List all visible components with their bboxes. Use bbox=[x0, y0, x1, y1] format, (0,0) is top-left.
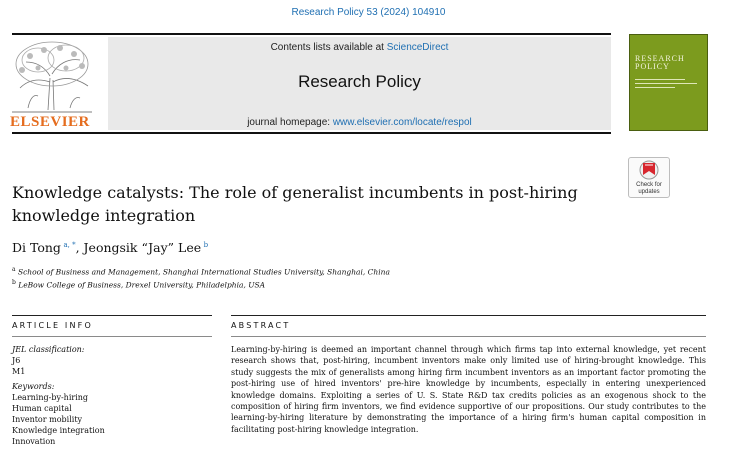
cover-rule bbox=[635, 79, 685, 80]
article-info-heading: ARTICLE INFO bbox=[12, 321, 93, 330]
keyword: Inventor mobility bbox=[12, 415, 83, 424]
author-list: Di Tong $^{a, *}$, Jeongsik “Jay” Lee $^b$ bbox=[12, 240, 209, 255]
crossmark-icon bbox=[629, 158, 669, 182]
cover-title: RESEARCH POLICY bbox=[635, 54, 685, 71]
abstract-heading: ABSTRACT bbox=[231, 321, 291, 330]
author-marks[interactable]: b bbox=[203, 240, 209, 249]
article-info-rule-lower bbox=[12, 336, 212, 337]
journal-homepage: journal homepage: www.elsevier.com/locate/respol bbox=[247, 117, 472, 128]
cover-rule bbox=[635, 87, 675, 88]
badge-label: Check for updates bbox=[636, 182, 662, 195]
homepage-link[interactable]: www.elsevier.com/locate/respol bbox=[332, 117, 472, 128]
article-title: Knowledge catalysts: The role of generalist incumbents in post-hiring knowledge integration bbox=[12, 183, 578, 225]
author-name[interactable]: Di Tong bbox=[12, 240, 61, 255]
journal-cover[interactable] bbox=[629, 34, 708, 131]
author-marks[interactable]: a, * bbox=[63, 240, 76, 249]
keyword: Knowledge integration bbox=[12, 426, 105, 435]
abstract-rule bbox=[231, 315, 706, 316]
header-rule-bottom bbox=[12, 132, 611, 134]
header-rule-top bbox=[12, 33, 611, 35]
check-for-updates-badge[interactable] bbox=[628, 157, 670, 198]
abstract-text: Learning-by-hiring is deemed an important channel through which firms tap into external knowledge, yet recent research shows that, post-hiring, incumbent inventors make only limited use of hiring-brought knowledge. This study suggests the mix of generalists among hiring firm incumbent inventors as an important factor promoting the post-hiring use of hired inventors' pre-hire knowledge by incumbents, especially in entering unexperienced knowledge domains. Exploiting a series of U. S. State R&D tax credits policies as an exogenous shock to the composition of hiring firm inventors, we find evidence supportive of our propositions. Our study contributes to the learning-by-hiring literature by demonstrating the importance of a hiring firm's human capital composition in facilitating post-hiring knowledge integration. bbox=[231, 345, 706, 434]
contents-line: Contents lists available at ScienceDirect bbox=[270, 42, 449, 53]
affiliation: $^a$ School of Business and Management, Shanghai International Studies University, Shanghai, China bbox=[12, 266, 390, 277]
journal-title: Research Policy bbox=[298, 72, 421, 91]
article-info-rule bbox=[12, 315, 212, 316]
jel-code: M1 bbox=[12, 367, 26, 376]
keyword: Learning-by-hiring bbox=[12, 393, 89, 402]
jel-label: JEL classification: bbox=[12, 345, 85, 354]
keyword: Innovation bbox=[12, 437, 56, 446]
elsevier-tree-icon bbox=[8, 38, 96, 114]
cover-rule bbox=[635, 83, 697, 84]
elsevier-logo[interactable] bbox=[8, 38, 96, 132]
publisher-wordmark: ELSEVIER bbox=[10, 114, 90, 130]
keyword: Human capital bbox=[12, 404, 72, 413]
journal-citation[interactable]: Research Policy 53 (2024) 104910 bbox=[291, 7, 446, 18]
keywords-label: Keywords: bbox=[12, 382, 55, 391]
sciencedirect-link[interactable]: ScienceDirect bbox=[386, 42, 449, 53]
abstract-rule-lower bbox=[231, 336, 706, 337]
author-name[interactable]: Jeongsik “Jay” Lee bbox=[83, 240, 202, 255]
affiliation: $^b$ LeBow College of Business, Drexel University, Philadelphia, USA bbox=[12, 279, 266, 290]
jel-code: J6 bbox=[12, 356, 21, 365]
